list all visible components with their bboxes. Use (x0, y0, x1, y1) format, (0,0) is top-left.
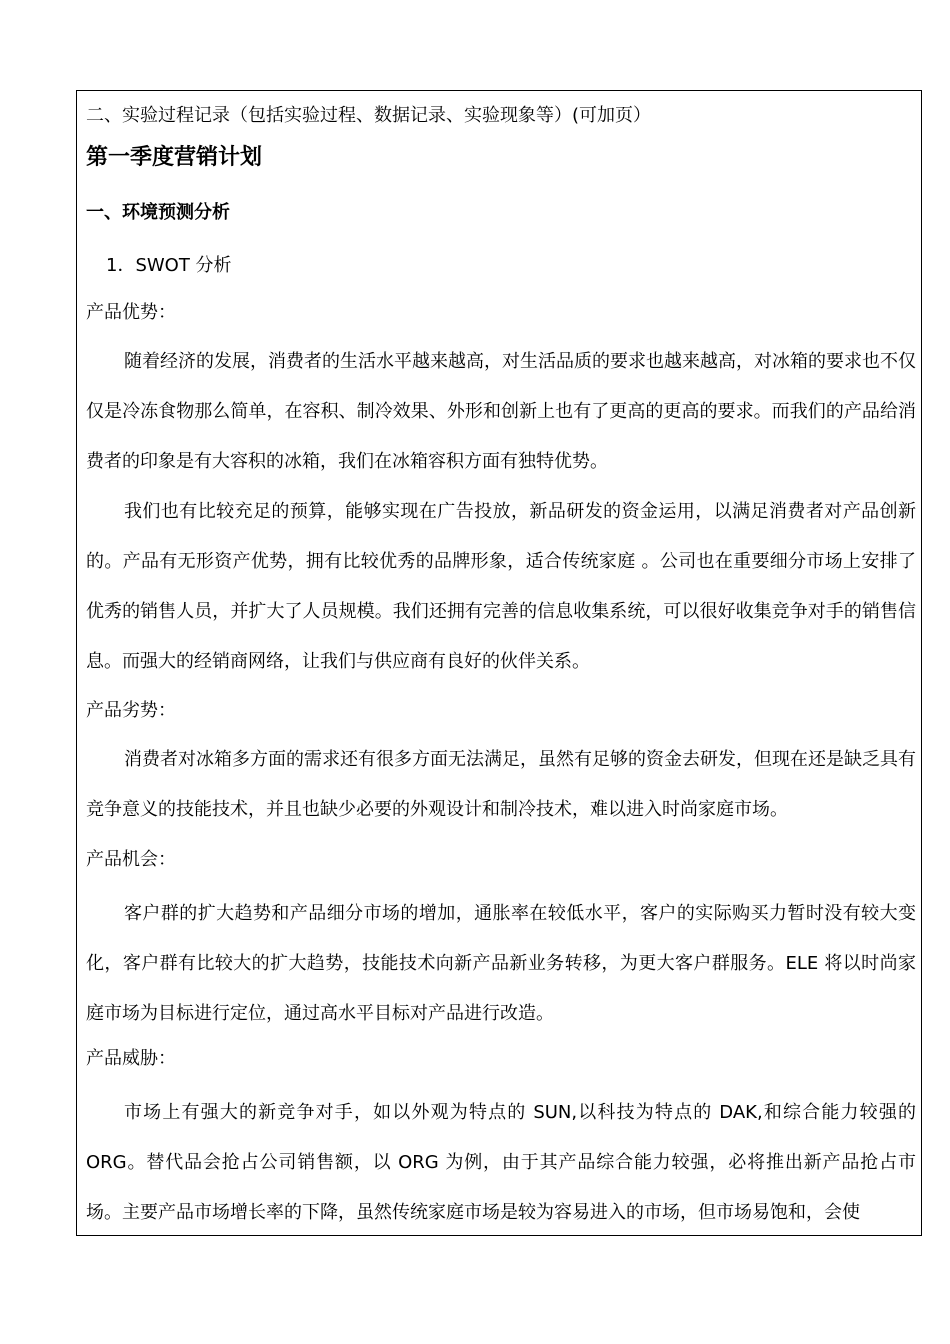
page-title: 第一季度营销计划 (86, 145, 263, 170)
advantages-label: 产品优势： (86, 302, 176, 323)
advantages-paragraph-2: 我们也有比较充足的预算，能够实现在广告投放，新品研发的资金运用，以满足消费者对产品创新的。产品有无形资产优势，拥有比较优秀的品牌形象，适合传统家庭 。公司也在重要细分市场上安排了优秀的销售人员，并扩大了人员规模。我们还拥有完善的信息收集系统，可以很好收集竞争对手的销售信息。而强大的经销商网络，让我们与供应商有良好的伙伴关系。 (86, 501, 916, 672)
heading-environment-analysis: 一、环境预测分析 (86, 202, 230, 223)
record-frame (76, 90, 922, 1236)
advantages-paragraph-1: 随着经济的发展，消费者的生活水平越来越高，对生活品质的要求也越来越高，对冰箱的要求也不仅仅是冷冻食物那么简单，在容积、制冷效果、外形和创新上也有了更高的更高的要求。而我们的产品给消费者的印象是有大容积的冰箱，我们在冰箱容积方面有独特优势。 (86, 351, 916, 472)
opportunities-paragraph: 客户群的扩大趋势和产品细分市场的增加，通胀率在较低水平，客户的实际购买力暂时没有较大变化，客户群有比较大的扩大趋势，技能技术向新产品新业务转移，为更大客户群服务。ELE 将以时尚家庭市场为目标进行定位，通过高水平目标对产品进行改造。 (86, 903, 916, 1024)
threats-paragraph: 市场上有强大的新竞争对手，如以外观为特点的 SUN,以科技为特点的 DAK,和综合能力较强的 ORG。替代品会抢占公司销售额，以 ORG 为例，由于其产品综合能力较强，必将推出新产品抢占市场。主要产品市场增长率的下降，虽然传统家庭市场是较为容易进入的市场，但市场易饱和，会使 (86, 1102, 916, 1223)
threats-label: 产品威胁： (86, 1048, 176, 1069)
weaknesses-paragraph: 消费者对冰箱多方面的需求还有很多方面无法满足，虽然有足够的资金去研发，但现在还是缺乏具有竞争意义的技能技术，并且也缺少必要的外观设计和制冷技术，难以进入时尚家庭市场。 (86, 749, 916, 820)
subheading-swot: 1．SWOT 分析 (106, 255, 232, 276)
section-header: 二、实验过程记录（包括实验过程、数据记录、实验现象等）(可加页） (86, 105, 652, 126)
opportunities-label: 产品机会： (86, 849, 176, 870)
weaknesses-label: 产品劣势： (86, 700, 176, 721)
